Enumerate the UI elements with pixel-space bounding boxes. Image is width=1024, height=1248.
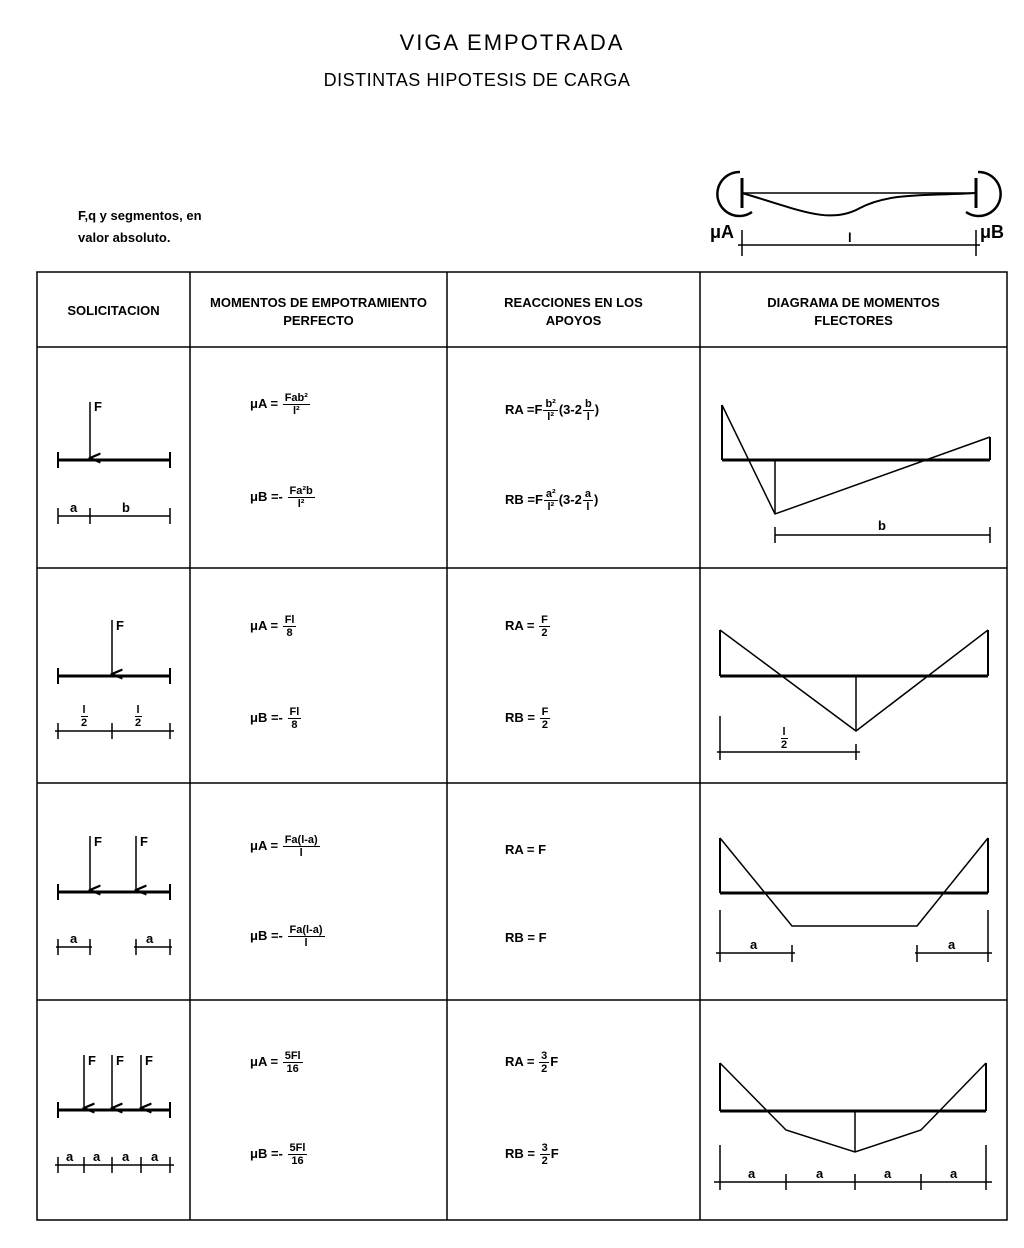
row2-dim-right — [132, 704, 144, 729]
row1-rb-lhs: RB =F — [505, 491, 543, 507]
row2-dim-left-frac — [79, 704, 89, 729]
row2-mu-b — [250, 706, 302, 731]
frac-den: l² — [547, 501, 555, 513]
row3-mu-a-lhs: μA = — [250, 837, 279, 853]
row3-load-label-2: F — [140, 834, 148, 849]
frac-num: 5Fl — [289, 1142, 306, 1154]
row1-ra — [505, 398, 599, 423]
frac-num: l — [136, 704, 140, 716]
frac-num: Fl — [284, 614, 295, 626]
row2-rb — [505, 706, 551, 731]
row2-rb-frac — [540, 706, 551, 731]
row4-ra-tail: F — [550, 1053, 559, 1069]
row4-dim-4: a — [151, 1149, 159, 1164]
row4-dim-2: a — [93, 1149, 101, 1164]
frac-den: 2 — [541, 1155, 548, 1167]
row2-diagram-dim-frac — [779, 726, 789, 751]
row2-mu-b-frac — [288, 706, 302, 731]
row4-diagram-dim-2: a — [816, 1166, 824, 1181]
row1-ra-lhs: RA =F — [505, 401, 543, 417]
header-reacciones-l1: REACCIONES EN LOS — [504, 295, 643, 310]
frac-den: l² — [292, 405, 300, 417]
header-momentos-l2: PERFECTO — [283, 313, 354, 328]
note-line-2: valor absoluto. — [78, 230, 171, 245]
row4-mu-a — [250, 1050, 304, 1075]
key-mu-b-label: μB — [980, 222, 1005, 242]
row1-mu-b-lhs: μB =- — [250, 488, 283, 504]
row2-rb-lhs: RB = — [505, 709, 535, 725]
frac-num: 5Fl — [284, 1050, 301, 1062]
frac-den: 16 — [291, 1155, 304, 1167]
frac-den: l — [304, 937, 308, 949]
key-deflection — [742, 193, 976, 215]
row4-rb — [505, 1142, 559, 1167]
row2-dim-left — [78, 704, 90, 729]
frac-num: F — [541, 706, 549, 718]
row3-load-label-1: F — [94, 834, 102, 849]
row3-mu-a-frac — [283, 834, 320, 859]
frac-num: b — [584, 398, 592, 410]
row1-mu-b-frac — [288, 485, 315, 510]
row4-rb-frac — [540, 1142, 550, 1167]
key-span-label: l — [848, 230, 852, 245]
header-momentos-l1: MOMENTOS DE EMPOTRAMIENTO — [210, 295, 427, 310]
frac-num: b² — [545, 398, 556, 410]
row4-diagram-dim-1: a — [748, 1166, 756, 1181]
row4-ra — [505, 1050, 558, 1075]
frac-num: Fl — [289, 706, 300, 718]
key-mu-a-label: μA — [710, 222, 735, 242]
row4-load-label-1: F — [88, 1053, 96, 1068]
row4-load-label-2: F — [116, 1053, 124, 1068]
frac-den: l — [586, 501, 590, 513]
row2-mu-a-lhs: μA = — [250, 617, 279, 633]
frac-num: Fa(l-a) — [284, 834, 318, 846]
row1-diagram-dim-b: b — [878, 518, 886, 533]
frac-den: l — [299, 847, 303, 859]
frac-den: 2 — [135, 717, 142, 729]
row1-dim-a: a — [70, 500, 78, 515]
row4-mu-b — [250, 1142, 308, 1167]
page-subtitle: DISTINTAS HIPOTESIS DE CARGA — [323, 70, 631, 90]
row4-rb-tail: F — [550, 1145, 559, 1161]
frac-num: a² — [545, 488, 556, 500]
row3-dim-a-left: a — [70, 931, 78, 946]
frac-num: a — [584, 488, 591, 500]
frac-num: Fa(l-a) — [289, 924, 323, 936]
page-title: VIGA EMPOTRADA — [399, 30, 625, 55]
row2-ra-lhs: RA = — [505, 617, 535, 633]
header-diagrama-l1: DIAGRAMA DE MOMENTOS — [767, 295, 940, 310]
row3-dim-a-right: a — [146, 931, 154, 946]
row2-diagram-dim — [778, 726, 790, 751]
row1-mu-a-frac — [283, 392, 310, 417]
frac-den: l — [586, 411, 590, 423]
frac-den: l² — [547, 411, 555, 423]
frac-den: 2 — [541, 1063, 548, 1075]
row3-mu-a — [250, 834, 321, 859]
row2-load-label: F — [116, 618, 124, 633]
header-solicitacion: SOLICITACION — [67, 303, 160, 318]
row3-diagram-dim-a-left: a — [750, 937, 758, 952]
frac-num: 3 — [541, 1142, 548, 1154]
row1-mu-a — [250, 392, 311, 417]
row3-mu-b-lhs: μB =- — [250, 927, 283, 943]
header-reacciones — [447, 294, 700, 330]
row1-dim-b: b — [122, 500, 130, 515]
row3-mu-b — [250, 924, 326, 949]
row1-ra-rest1: (3-2 — [558, 401, 582, 417]
row4-mu-a-frac — [283, 1050, 303, 1075]
row3-diagram-dim-a-right: a — [948, 937, 956, 952]
row4-mu-b-lhs: μB =- — [250, 1145, 283, 1161]
row1-rb-frac1 — [544, 488, 558, 513]
row4-diagram-dim-4: a — [950, 1166, 958, 1181]
row1-rb-frac2 — [583, 488, 593, 513]
frac-num: 3 — [541, 1050, 548, 1062]
row4-ra-frac — [539, 1050, 549, 1075]
row2-dim-right-frac — [133, 704, 143, 729]
row1-ra-frac1 — [543, 398, 557, 423]
row2-moment-diagram — [717, 630, 988, 760]
frac-num: l — [82, 704, 86, 716]
key-figure — [717, 172, 1000, 256]
frac-num: l — [782, 726, 786, 738]
header-momentos — [190, 294, 447, 330]
row1-load-label: F — [94, 399, 102, 414]
row3-rb: RB = F — [505, 930, 547, 945]
frac-num: F — [541, 614, 548, 626]
row2-ra — [505, 614, 551, 639]
header-diagrama — [700, 294, 1007, 330]
row2-scheme — [55, 620, 174, 739]
header-diagrama-l2: FLECTORES — [814, 313, 893, 328]
frac-den: 16 — [286, 1063, 299, 1075]
row1-rb — [505, 488, 598, 513]
row4-mu-a-lhs: μA = — [250, 1053, 279, 1069]
row3-ra: RA = F — [505, 842, 547, 857]
row1-rb-rest1: (3-2 — [558, 491, 582, 507]
frac-den: 8 — [286, 627, 293, 639]
frac-den: 2 — [781, 739, 788, 751]
row4-dim-1: a — [66, 1149, 74, 1164]
frac-den: 8 — [291, 719, 298, 731]
row4-diagram-dim-3: a — [884, 1166, 892, 1181]
row2-mu-a — [250, 614, 297, 639]
row2-mu-a-frac — [283, 614, 297, 639]
note-line-1: F,q y segmentos, en — [78, 208, 202, 223]
row4-load-label-3: F — [145, 1053, 153, 1068]
row4-rb-lhs: RB = — [505, 1145, 535, 1161]
row1-ra-frac2 — [583, 398, 594, 423]
row1-mu-a-lhs: μA = — [250, 395, 279, 411]
row2-mu-b-lhs: μB =- — [250, 709, 283, 725]
frac-den: 2 — [541, 719, 549, 731]
row1-moment-diagram — [722, 405, 990, 543]
row3-mu-b-frac — [288, 924, 325, 949]
row4-dim-3: a — [122, 1149, 130, 1164]
frac-den: l² — [297, 498, 305, 510]
row4-mu-b-frac — [288, 1142, 308, 1167]
frac-num: Fa²b — [289, 485, 313, 497]
header-reacciones-l2: APOYOS — [545, 313, 602, 328]
row1-ra-rest2: ) — [594, 401, 600, 417]
row1-mu-b — [250, 485, 316, 510]
frac-num: Fab² — [284, 392, 308, 404]
row4-ra-lhs: RA = — [505, 1053, 535, 1069]
frac-den: 2 — [81, 717, 88, 729]
row2-ra-frac — [539, 614, 550, 639]
frac-den: 2 — [541, 627, 548, 639]
row1-rb-rest2: ) — [593, 491, 599, 507]
